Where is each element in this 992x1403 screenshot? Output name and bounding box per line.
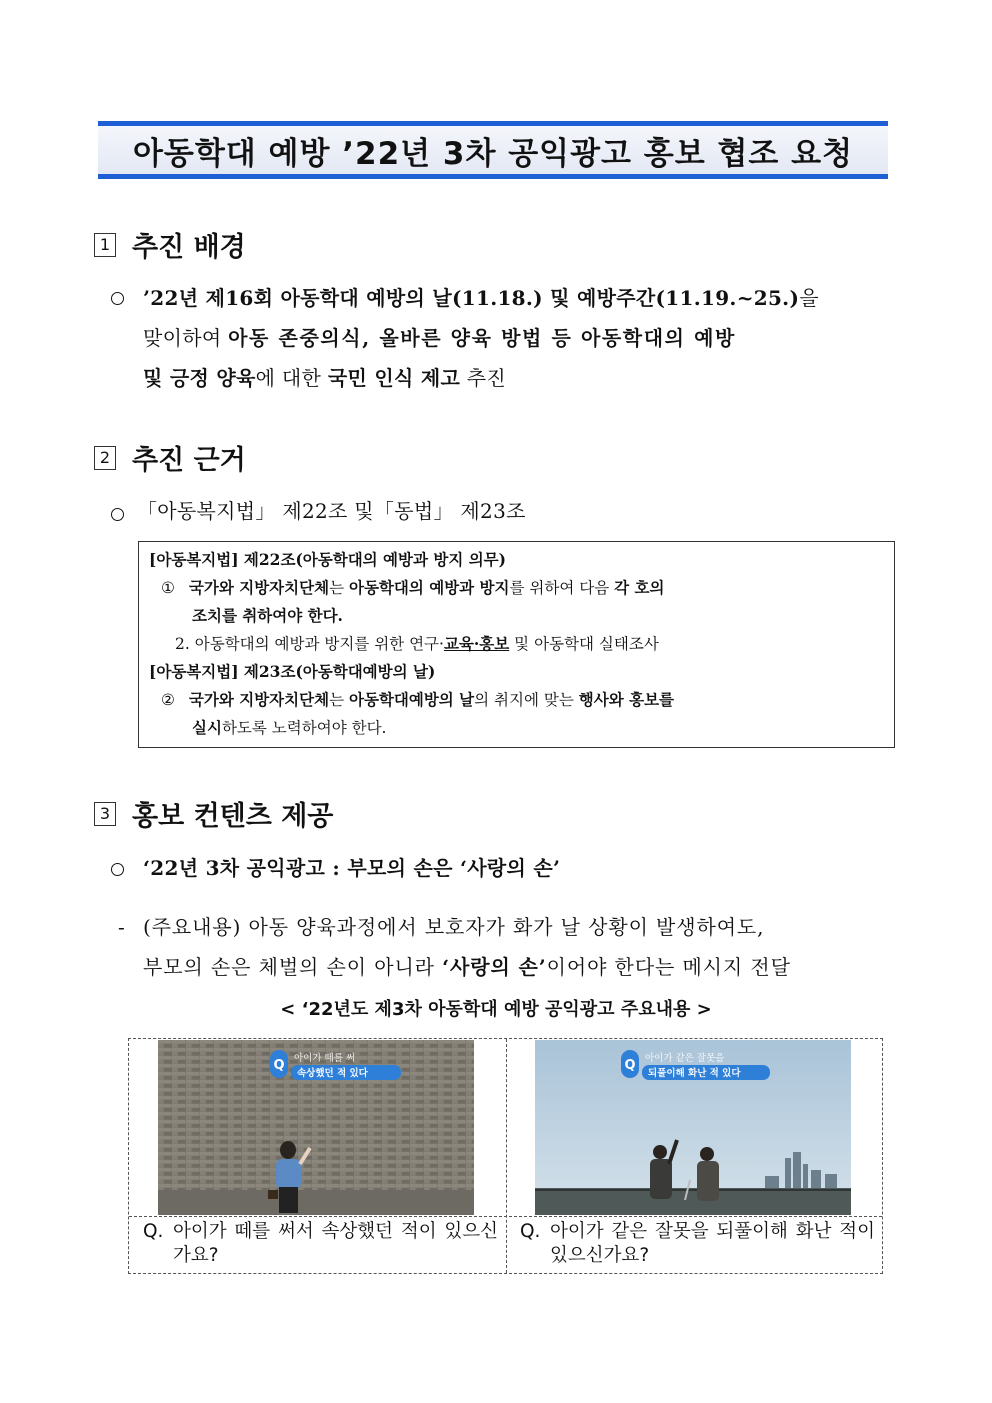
svg-text:아이가 떼를 써: 아이가 떼를 써 xyxy=(294,1053,356,1064)
section-number-box: 1 xyxy=(94,233,116,257)
ad-table-caption: < ‘22년도 제3차 아동학대 예방 공익광고 주요내용 > xyxy=(280,999,712,1020)
section-2-heading xyxy=(94,438,246,477)
dash-marker: - xyxy=(118,915,126,939)
law-22-item-2: 2. 아동학대의 예방과 방지를 위한 연구·교육·홍보 및 아동학대 실태조사 xyxy=(175,634,659,653)
law-excerpt-box xyxy=(138,541,895,748)
law-22-clause: ① 국가와 지방자치단체는 아동학대의 예방과 방지를 위하여 다음 각 호의 xyxy=(161,578,665,597)
svg-text:아이가 같은 잘못을: 아이가 같은 잘못을 xyxy=(645,1053,725,1064)
campaign-description xyxy=(143,907,903,987)
section-1-heading xyxy=(94,225,246,264)
document-title-box xyxy=(98,121,888,179)
legal-basis-bullet: 「아동복지법」 제22조 및「동법」 제23조 xyxy=(137,499,526,523)
document-title: 아동학대 예방 ’22년 3차 공익광고 홍보 협조 요청 xyxy=(132,135,854,172)
ad-still-image-1 xyxy=(158,1040,474,1215)
background-paragraph xyxy=(143,278,903,398)
bullet-circle-icon xyxy=(111,863,124,876)
svg-text:되풀이해 화난 적 있다: 되풀이해 화난 적 있다 xyxy=(648,1068,741,1079)
description-line-1: (주요내용) 아동 양육과정에서 보호자가 화가 날 상황이 발생하여도, xyxy=(143,915,765,939)
ad-still-image-2 xyxy=(535,1040,851,1215)
law-22-clause-cont: 조치를 취하여야 한다. xyxy=(192,606,343,625)
bullet-circle-icon xyxy=(111,508,124,521)
bullet-circle-icon xyxy=(111,292,124,305)
law-23-heading: [아동복지법] 제23조(아동학대예방의 날) xyxy=(149,662,436,681)
campaign-bullet: ‘22년 3차 공익광고 : 부모의 손은 ‘사랑의 손’ xyxy=(143,856,561,880)
section-title: 홍보 컨텐츠 제공 xyxy=(132,801,334,832)
table-divider xyxy=(129,1216,882,1217)
background-line-1: ’22년 제16회 아동학대 예방의 날(11.18.) 및 예방주간(11.19.~25.)을 xyxy=(143,286,819,310)
section-number-box: 3 xyxy=(94,802,116,826)
section-number-box: 2 xyxy=(94,446,116,470)
svg-text:Q: Q xyxy=(273,1058,285,1073)
table-divider xyxy=(506,1039,507,1273)
ad-content-table: Q 아이가 떼를 써 속상했던 적 있다 Q 아이가 같은 잘못을 되풀이해 화난 적 있다 Q. 아이가 떼를 써서 속상했던 적이 있으신가요? Q. 아이가 같은 잘못을 되풀이해 화난 적이 있으신가요? xyxy=(128,1038,883,1274)
section-title: 추진 근거 xyxy=(132,445,246,476)
background-line-2: 맞이하여 아동 존중의식, 올바른 양육 방법 등 아동학대의 예방 xyxy=(143,326,736,350)
section-title: 추진 배경 xyxy=(132,232,246,263)
svg-text:속상했던 적 있다: 속상했던 적 있다 xyxy=(297,1068,368,1079)
law-23-clause-cont: 실시하도록 노력하여야 한다. xyxy=(192,718,387,737)
background-line-3: 및 긍정 양육에 대한 국민 인식 제고 추진 xyxy=(143,366,506,390)
law-22-heading: [아동복지법] 제22조(아동학대의 예방과 방지 의무) xyxy=(149,550,506,569)
svg-text:Q: Q xyxy=(624,1058,636,1073)
section-3-heading xyxy=(94,794,333,833)
description-line-2: 부모의 손은 체벌의 손이 아니라 ‘사랑의 손’이어야 한다는 메시지 전달 xyxy=(143,955,791,979)
law-23-clause: ② 국가와 지방자치단체는 아동학대예방의 날의 취지에 맞는 행사와 홍보를 xyxy=(161,690,675,709)
